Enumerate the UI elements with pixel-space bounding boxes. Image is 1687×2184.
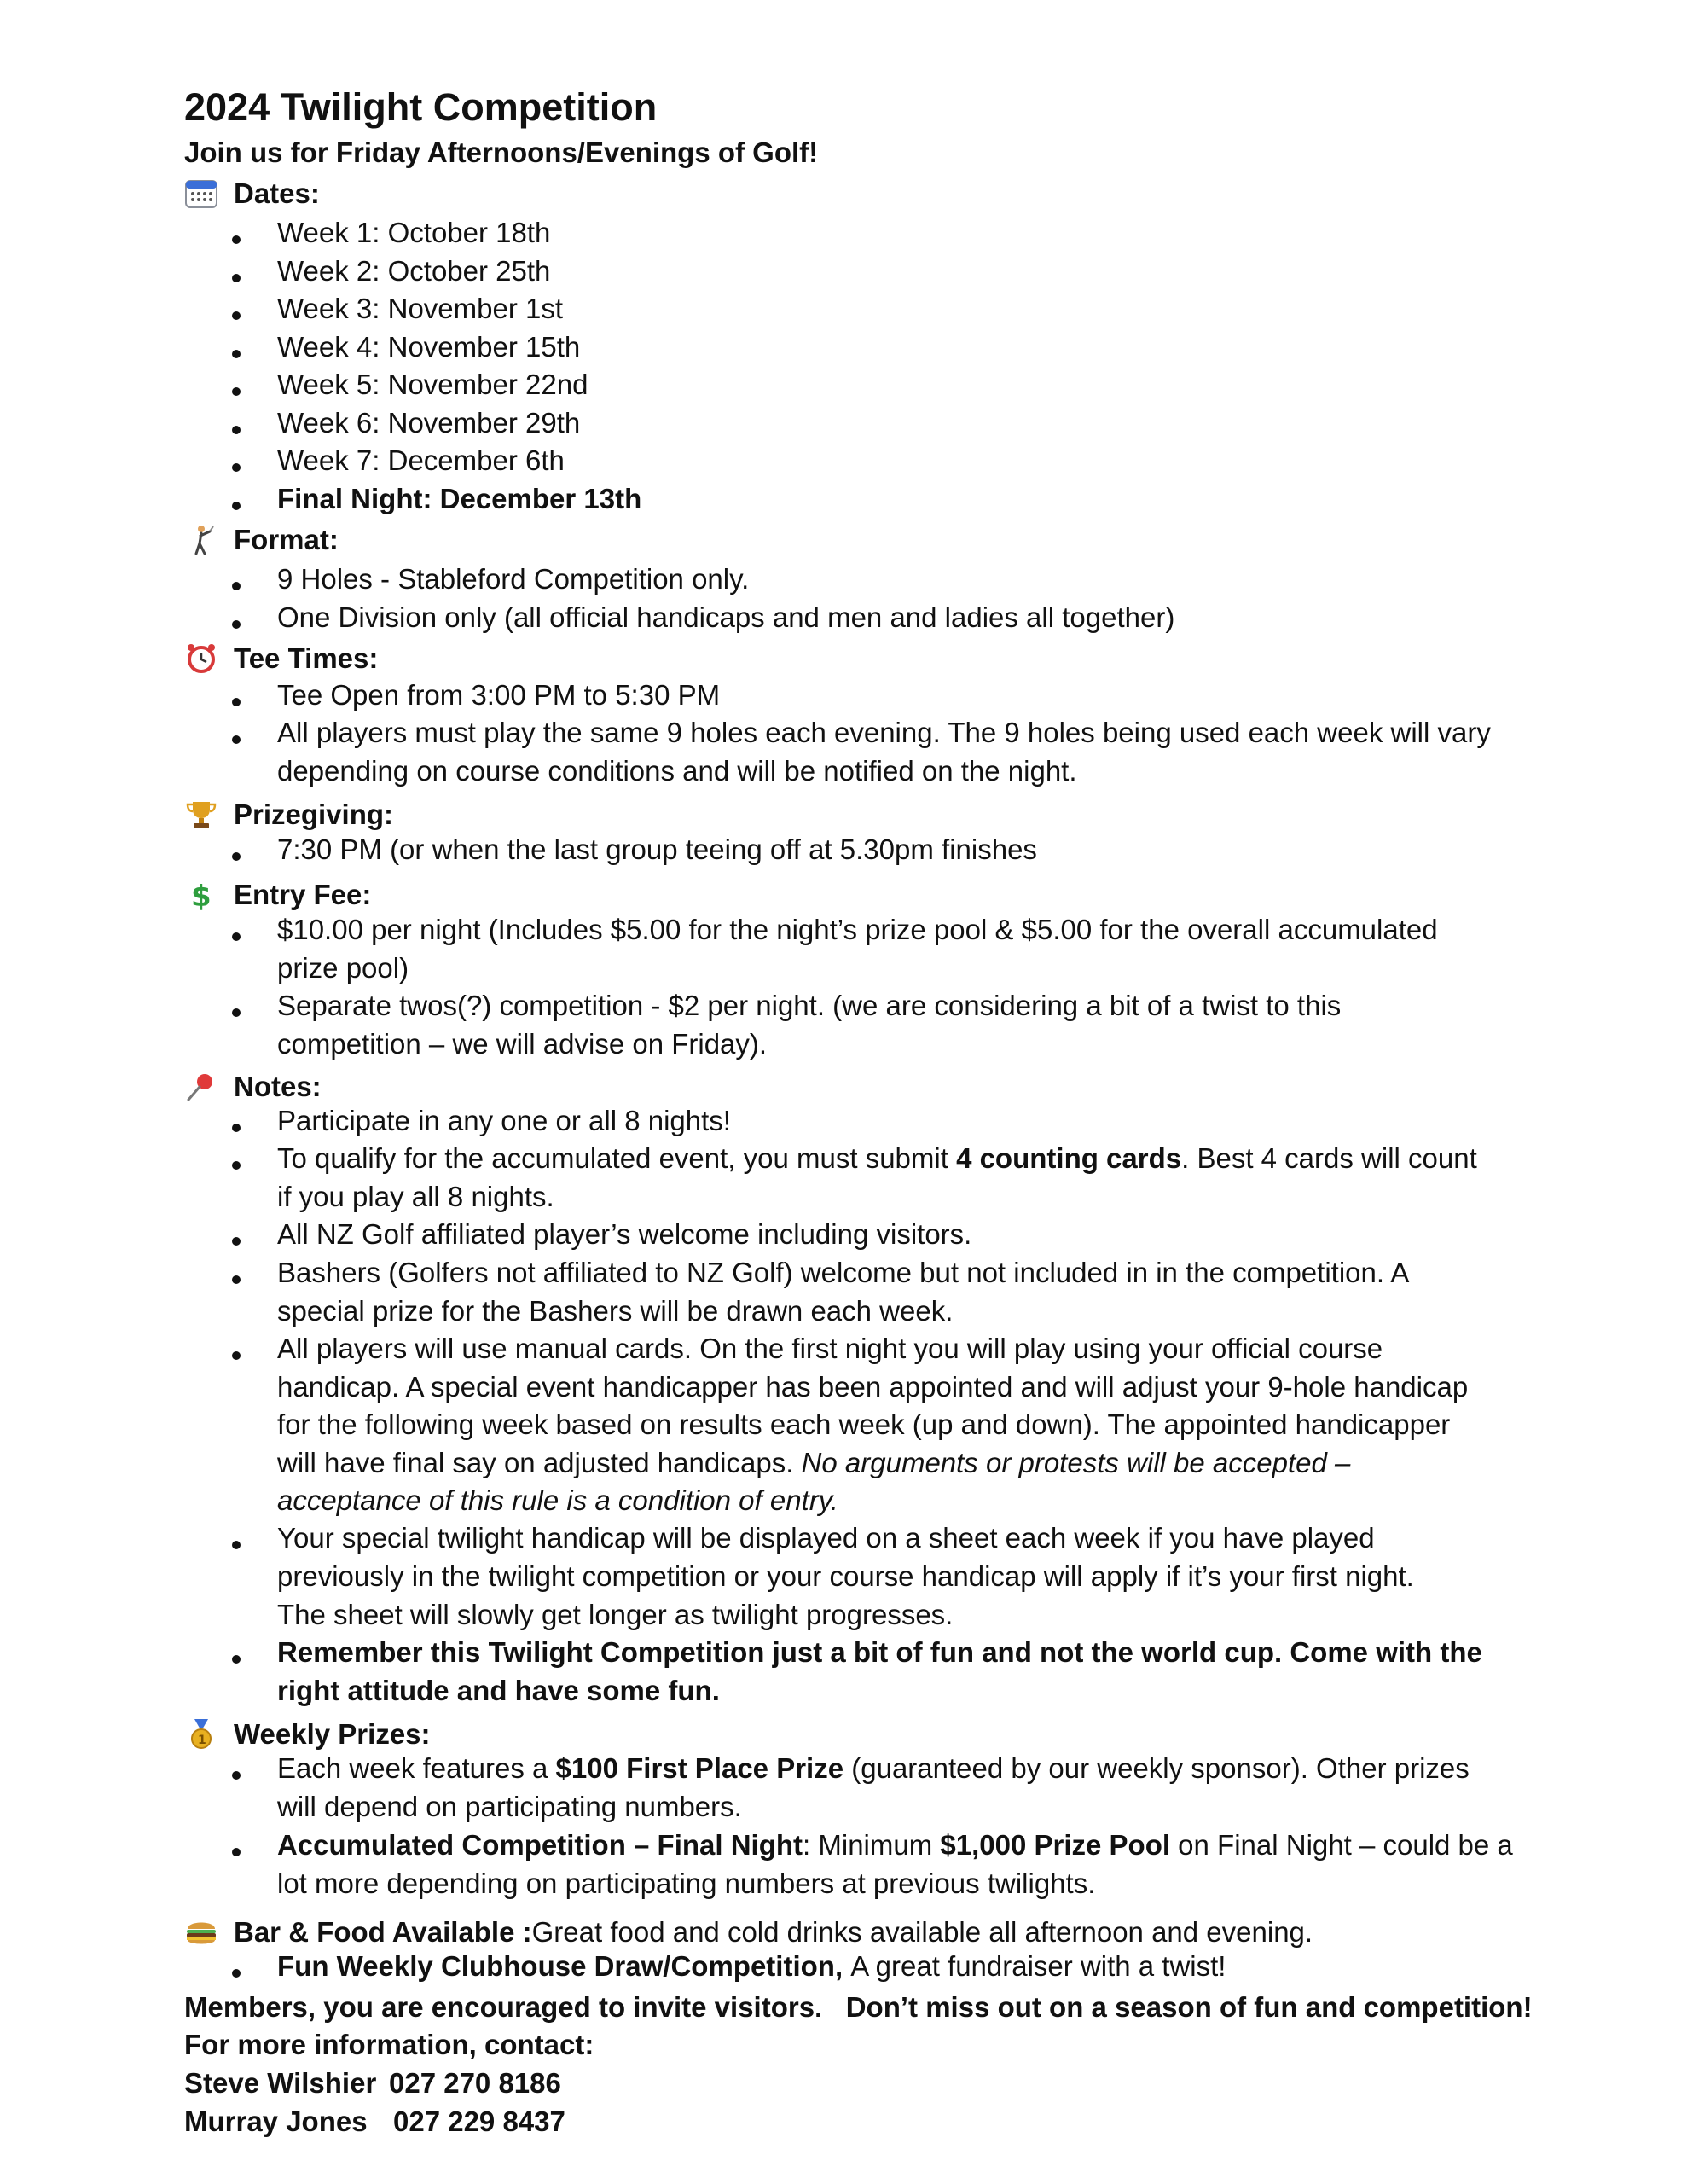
list-item-continuation: if you play all 8 nights. xyxy=(277,1181,554,1212)
list-item-continuation: previously in the twilight competition or your course handicap will apply if it’s your first night. xyxy=(277,1560,1414,1592)
list-item: Separate twos(?) competition - $2 per night. (we are considering a bit of a twist to this xyxy=(277,990,1342,1021)
bullet xyxy=(232,274,241,282)
notes-heading-row xyxy=(184,1071,322,1103)
list-item: All NZ Golf affiliated player’s welcome including visitors. xyxy=(277,1218,972,1250)
list-item: Week 5: November 22nd xyxy=(277,369,588,400)
bold-segment: $1,000 Prize Pool xyxy=(940,1829,1171,1861)
contact-name: Steve Wilshier xyxy=(184,2067,377,2099)
weekly-prizes-heading: Weekly Prizes: xyxy=(234,1718,431,1750)
bullet xyxy=(232,1008,241,1017)
dates-heading: Dates: xyxy=(234,177,320,209)
bullet xyxy=(232,620,241,629)
bullet xyxy=(232,1969,241,1978)
text-segment: (guaranteed by our weekly sponsor). Other prizes xyxy=(844,1752,1470,1784)
bullet xyxy=(232,1124,241,1132)
list-item: Tee Open from 3:00 PM to 5:30 PM xyxy=(277,679,721,711)
bullet xyxy=(232,1351,241,1360)
list-item: Week 7: December 6th xyxy=(277,444,565,476)
closing-line: Members, you are encouraged to invite visitors. Don’t miss out on a season of fun and competition! xyxy=(184,1991,1533,2023)
list-item: Week 2: October 25th xyxy=(277,255,551,287)
entry-fee-heading: Entry Fee: xyxy=(234,879,372,910)
list-item-continuation: for the following week based on results each week (up and down). The appointed handicapper xyxy=(277,1409,1451,1440)
trophy-icon xyxy=(184,799,220,830)
bullet xyxy=(232,852,241,861)
medal-icon xyxy=(184,1719,220,1750)
prizegiving-heading-row xyxy=(184,799,393,831)
subtitle: Join us for Friday Afternoons/Evenings of Golf! xyxy=(184,136,819,168)
list-item-continuation: acceptance of this rule is a condition of entry. xyxy=(277,1484,838,1516)
bullet xyxy=(232,932,241,941)
contact-name: Murray Jones xyxy=(184,2106,368,2137)
bold-segment: Fun Weekly Clubhouse Draw/Competition, xyxy=(277,1950,851,1982)
bullet xyxy=(232,1848,241,1856)
list-item-continuation: lot more depending on participating numbers at previous twilights. xyxy=(277,1867,1096,1899)
list-item: 7:30 PM (or when the last group teeing off at 5.30pm finishes xyxy=(277,834,1037,865)
list-item: Bashers (Golfers not affiliated to NZ Golf) welcome but not included in in the competition. A xyxy=(277,1257,1410,1288)
bullet xyxy=(232,1655,241,1664)
list-item: $10.00 per night (Includes $5.00 for the night’s prize pool & $5.00 for the overall accumulated xyxy=(277,914,1438,945)
dollar-icon xyxy=(184,880,220,910)
list-item: Week 3: November 1st xyxy=(277,293,564,324)
weekly-prizes-heading-row xyxy=(184,1718,431,1751)
italic-segment: No arguments or protests will be accepted – xyxy=(801,1447,1351,1478)
contact-phone: 027 270 8186 xyxy=(389,2067,561,2099)
bar-food-row xyxy=(184,1916,1313,1949)
bullet xyxy=(232,1237,241,1246)
list-item-continuation: depending on course conditions and will be notified on the night. xyxy=(277,755,1077,787)
format-heading-row xyxy=(184,524,339,556)
entry-fee-heading-row xyxy=(184,879,371,911)
contact-phone: 027 229 8437 xyxy=(393,2106,565,2137)
notes-heading: Notes: xyxy=(234,1071,322,1102)
prizegiving-heading: Prizegiving: xyxy=(234,799,394,830)
bullet xyxy=(232,311,241,320)
list-item: 9 Holes - Stableford Competition only. xyxy=(277,563,750,595)
final-night-item: Final Night: December 13th xyxy=(277,483,642,514)
list-item: Remember this Twilight Competition just a bit of fun and not the world cup. Come with the xyxy=(277,1636,1482,1668)
bullet xyxy=(232,698,241,706)
bullet xyxy=(232,350,241,358)
bold-segment: Accumulated Competition – Final Night xyxy=(277,1829,803,1861)
list-item-continuation: prize pool) xyxy=(277,952,409,984)
bold-segment: 4 counting cards xyxy=(956,1142,1182,1174)
list-item: Participate in any one or all 8 nights! xyxy=(277,1105,731,1136)
list-item-continuation: The sheet will slowly get longer as twilight progresses. xyxy=(277,1599,954,1630)
bullet xyxy=(232,426,241,434)
text-segment: . Best 4 cards will count xyxy=(1181,1142,1477,1174)
golfer-icon xyxy=(184,525,220,555)
list-item: One Division only (all official handicaps and men and ladies all together) xyxy=(277,601,1175,633)
list-item: Week 6: November 29th xyxy=(277,407,581,439)
list-item: All players must play the same 9 holes each evening. The 9 holes being used each week will vary xyxy=(277,717,1491,748)
bullet xyxy=(232,235,241,244)
text-segment: Each week features a xyxy=(277,1752,556,1784)
bar-food-heading: Bar & Food Available : xyxy=(234,1916,532,1948)
bullet xyxy=(232,1275,241,1284)
tee-times-heading: Tee Times: xyxy=(234,642,379,674)
burger-icon xyxy=(184,1917,220,1948)
bullet xyxy=(232,463,241,472)
text-segment: on Final Night – could be a xyxy=(1170,1829,1513,1861)
alarm-clock-icon xyxy=(184,643,220,674)
list-item xyxy=(277,1948,1226,1985)
bullet xyxy=(232,1161,241,1170)
pushpin-icon xyxy=(184,1072,220,1102)
list-item: Week 4: November 15th xyxy=(277,331,581,363)
bullet xyxy=(232,1771,241,1780)
svg-text:$: $ xyxy=(191,880,212,910)
contact-heading: For more information, contact: xyxy=(184,2029,594,2060)
text-segment: : Minimum xyxy=(803,1829,941,1861)
list-item-continuation: right attitude and have some fun. xyxy=(277,1675,720,1706)
list-item-continuation xyxy=(277,1447,1350,1479)
bullet xyxy=(232,582,241,590)
list-item-continuation: handicap. A special event handicapper has been appointed and will adjust your 9-hole handicap xyxy=(277,1371,1469,1403)
bullet xyxy=(232,1541,241,1549)
list-item-continuation: will depend on participating numbers. xyxy=(277,1791,742,1822)
text-segment: To qualify for the accumulated event, you must submit xyxy=(277,1142,957,1174)
list-item xyxy=(277,1750,1470,1787)
bar-food-text: Great food and cold drinks available all afternoon and evening. xyxy=(531,1916,1313,1948)
bold-segment: $100 First Place Prize xyxy=(555,1752,844,1784)
list-item xyxy=(277,1140,1477,1177)
format-heading: Format: xyxy=(234,524,339,555)
bullet xyxy=(232,735,241,744)
page-title: 2024 Twilight Competition xyxy=(184,85,658,129)
bullet xyxy=(232,502,241,510)
list-item-continuation: competition – we will advise on Friday). xyxy=(277,1028,768,1060)
text-segment: will have final say on adjusted handicaps. xyxy=(277,1447,802,1478)
svg-text:1: 1 xyxy=(198,1734,206,1747)
list-item: Your special twilight handicap will be displayed on a sheet each week if you have played xyxy=(277,1522,1375,1554)
list-item-continuation: special prize for the Bashers will be drawn each week. xyxy=(277,1295,954,1327)
tee-times-heading-row xyxy=(184,642,378,675)
text-segment: A great fundraiser with a twist! xyxy=(850,1950,1226,1982)
dates-heading-row xyxy=(184,177,320,210)
bullet xyxy=(232,387,241,396)
list-item: Week 1: October 18th xyxy=(277,217,551,248)
list-item: All players will use manual cards. On the first night you will play using your official course xyxy=(277,1333,1383,1364)
list-item xyxy=(277,1827,1513,1864)
calendar-icon xyxy=(184,178,220,209)
